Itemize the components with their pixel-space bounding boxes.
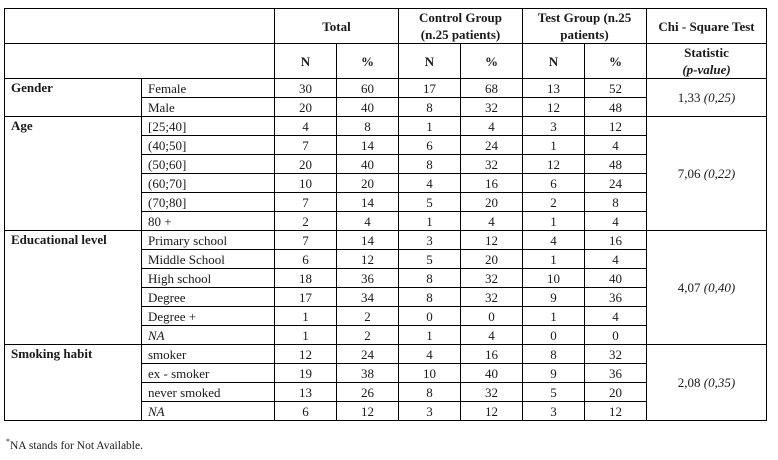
value-cell: 52 [585, 79, 647, 98]
subheader-total-n: N [275, 44, 337, 79]
subheader-total-pct: % [337, 44, 399, 79]
level-cell: Degree + [142, 307, 275, 326]
subheader-empty-cell [5, 44, 275, 79]
value-cell: 32 [461, 383, 523, 402]
value-cell: 4 [585, 250, 647, 269]
value-cell: 20 [275, 98, 337, 117]
value-cell: 16 [461, 174, 523, 193]
value-cell: 20 [585, 383, 647, 402]
value-cell: 0 [523, 326, 585, 345]
value-cell: 34 [337, 288, 399, 307]
value-cell: 1 [399, 212, 461, 231]
footnote [6, 437, 143, 452]
value-cell: 32 [461, 155, 523, 174]
value-cell: 32 [461, 288, 523, 307]
value-cell: 8 [337, 117, 399, 136]
chi-square-cell [647, 79, 767, 117]
chi-pvalue: (0,35) [703, 375, 736, 390]
value-cell: 6 [399, 136, 461, 155]
header-test-group: Test Group (n.25 patients) [523, 9, 647, 44]
value-cell: 10 [523, 269, 585, 288]
level-cell: smoker [142, 345, 275, 364]
value-cell: 4 [399, 174, 461, 193]
value-cell: 18 [275, 269, 337, 288]
level-cell: Middle School [142, 250, 275, 269]
chi-statistic: 1,33 [677, 90, 701, 105]
value-cell: 1 [523, 307, 585, 326]
value-cell: 8 [399, 155, 461, 174]
value-cell: 40 [337, 155, 399, 174]
value-cell: 20 [275, 155, 337, 174]
value-cell: 2 [523, 193, 585, 212]
subheader-control-n: N [399, 44, 461, 79]
table-row [5, 231, 767, 250]
value-cell: 10 [399, 364, 461, 383]
value-cell: 8 [399, 269, 461, 288]
value-cell: 16 [585, 231, 647, 250]
value-cell: 12 [461, 231, 523, 250]
value-cell: 8 [399, 383, 461, 402]
value-cell: 7 [275, 231, 337, 250]
value-cell: 4 [585, 212, 647, 231]
value-cell: 12 [523, 155, 585, 174]
chi-pvalue: (0,25) [703, 90, 736, 105]
value-cell: 36 [585, 364, 647, 383]
value-cell: 4 [461, 326, 523, 345]
value-cell: 32 [585, 345, 647, 364]
level-cell: NA [142, 326, 275, 345]
value-cell: 8 [399, 288, 461, 307]
value-cell: 9 [523, 288, 585, 307]
value-cell: 36 [337, 269, 399, 288]
value-cell: 0 [461, 307, 523, 326]
chi-statistic: 2,08 [677, 375, 701, 390]
subheader-test-pct: % [585, 44, 647, 79]
level-cell: [25;40] [142, 117, 275, 136]
value-cell: 3 [399, 231, 461, 250]
subheader-control-pct: % [461, 44, 523, 79]
value-cell: 1 [523, 136, 585, 155]
value-cell: 19 [275, 364, 337, 383]
chi-square-cell [647, 345, 767, 421]
footnote-marker: * [6, 437, 10, 446]
value-cell: 4 [399, 345, 461, 364]
value-cell: 4 [585, 307, 647, 326]
value-cell: 17 [275, 288, 337, 307]
value-cell: 12 [337, 250, 399, 269]
value-cell: 5 [399, 250, 461, 269]
value-cell: 20 [461, 250, 523, 269]
value-cell: 0 [585, 326, 647, 345]
level-cell: (40;50] [142, 136, 275, 155]
level-cell: 80 + [142, 212, 275, 231]
value-cell: 4 [461, 117, 523, 136]
value-cell: 4 [337, 212, 399, 231]
table-row [5, 345, 767, 364]
value-cell: 3 [523, 402, 585, 421]
level-cell: (70;80] [142, 193, 275, 212]
category-cell: Gender [5, 79, 142, 117]
pvalue-label: (p-value) [682, 62, 731, 77]
value-cell: 5 [399, 193, 461, 212]
subheader-test-n: N [523, 44, 585, 79]
value-cell: 20 [337, 174, 399, 193]
value-cell: 7 [275, 193, 337, 212]
value-cell: 38 [337, 364, 399, 383]
category-cell: Educational level [5, 231, 142, 345]
chi-statistic: 7,06 [677, 166, 701, 181]
chi-statistic: 4,07 [677, 280, 701, 295]
value-cell: 1 [275, 326, 337, 345]
level-cell: Primary school [142, 231, 275, 250]
level-cell: (50;60] [142, 155, 275, 174]
value-cell: 4 [585, 136, 647, 155]
value-cell: 12 [585, 117, 647, 136]
value-cell: 48 [585, 155, 647, 174]
value-cell: 7 [275, 136, 337, 155]
level-cell: NA [142, 402, 275, 421]
value-cell: 1 [399, 326, 461, 345]
value-cell: 6 [275, 250, 337, 269]
value-cell: 26 [337, 383, 399, 402]
header-control-group: Control Group (n.25 patients) [399, 9, 523, 44]
value-cell: 14 [337, 193, 399, 212]
value-cell: 2 [275, 212, 337, 231]
value-cell: 4 [461, 212, 523, 231]
value-cell: 12 [585, 402, 647, 421]
value-cell: 68 [461, 79, 523, 98]
sub-header-row [5, 44, 767, 79]
chi-pvalue: (0,22) [703, 166, 736, 181]
value-cell: 60 [337, 79, 399, 98]
level-cell: Female [142, 79, 275, 98]
value-cell: 1 [275, 307, 337, 326]
subheader-statistic [647, 44, 767, 79]
value-cell: 36 [585, 288, 647, 307]
value-cell: 8 [585, 193, 647, 212]
value-cell: 1 [523, 212, 585, 231]
level-cell: Degree [142, 288, 275, 307]
value-cell: 14 [337, 231, 399, 250]
chi-square-cell [647, 231, 767, 345]
value-cell: 48 [585, 98, 647, 117]
value-cell: 2 [337, 307, 399, 326]
value-cell: 13 [523, 79, 585, 98]
group-header-row [5, 9, 767, 44]
value-cell: 12 [461, 402, 523, 421]
value-cell: 32 [461, 269, 523, 288]
value-cell: 4 [275, 117, 337, 136]
value-cell: 3 [523, 117, 585, 136]
value-cell: 40 [585, 269, 647, 288]
value-cell: 12 [523, 98, 585, 117]
value-cell: 5 [523, 383, 585, 402]
value-cell: 2 [337, 326, 399, 345]
value-cell: 40 [337, 98, 399, 117]
value-cell: 10 [275, 174, 337, 193]
value-cell: 16 [461, 345, 523, 364]
table-row [5, 117, 767, 136]
category-cell: Smoking habit [5, 345, 142, 421]
table-row [5, 79, 767, 98]
value-cell: 24 [585, 174, 647, 193]
value-cell: 8 [399, 98, 461, 117]
value-cell: 1 [399, 117, 461, 136]
value-cell: 8 [523, 345, 585, 364]
chi-pvalue: (0,40) [703, 280, 736, 295]
value-cell: 40 [461, 364, 523, 383]
value-cell: 12 [337, 402, 399, 421]
value-cell: 32 [461, 98, 523, 117]
level-cell: Male [142, 98, 275, 117]
value-cell: 14 [337, 136, 399, 155]
chi-square-cell [647, 117, 767, 231]
header-empty-cell [5, 9, 275, 44]
value-cell: 17 [399, 79, 461, 98]
value-cell: 30 [275, 79, 337, 98]
footnote-text: NA stands for Not Available. [10, 439, 143, 452]
value-cell: 4 [523, 231, 585, 250]
value-cell: 3 [399, 402, 461, 421]
level-cell: (60;70] [142, 174, 275, 193]
value-cell: 1 [523, 250, 585, 269]
value-cell: 0 [399, 307, 461, 326]
value-cell: 9 [523, 364, 585, 383]
level-cell: High school [142, 269, 275, 288]
statistic-label: Statistic [684, 45, 729, 60]
value-cell: 6 [275, 402, 337, 421]
level-cell: never smoked [142, 383, 275, 402]
value-cell: 24 [461, 136, 523, 155]
demographics-table [4, 8, 767, 421]
value-cell: 13 [275, 383, 337, 402]
header-total: Total [275, 9, 399, 44]
value-cell: 20 [461, 193, 523, 212]
header-chi-square: Chi - Square Test [647, 9, 767, 44]
table-body [5, 79, 767, 421]
category-cell: Age [5, 117, 142, 231]
value-cell: 24 [337, 345, 399, 364]
value-cell: 6 [523, 174, 585, 193]
level-cell: ex - smoker [142, 364, 275, 383]
value-cell: 12 [275, 345, 337, 364]
